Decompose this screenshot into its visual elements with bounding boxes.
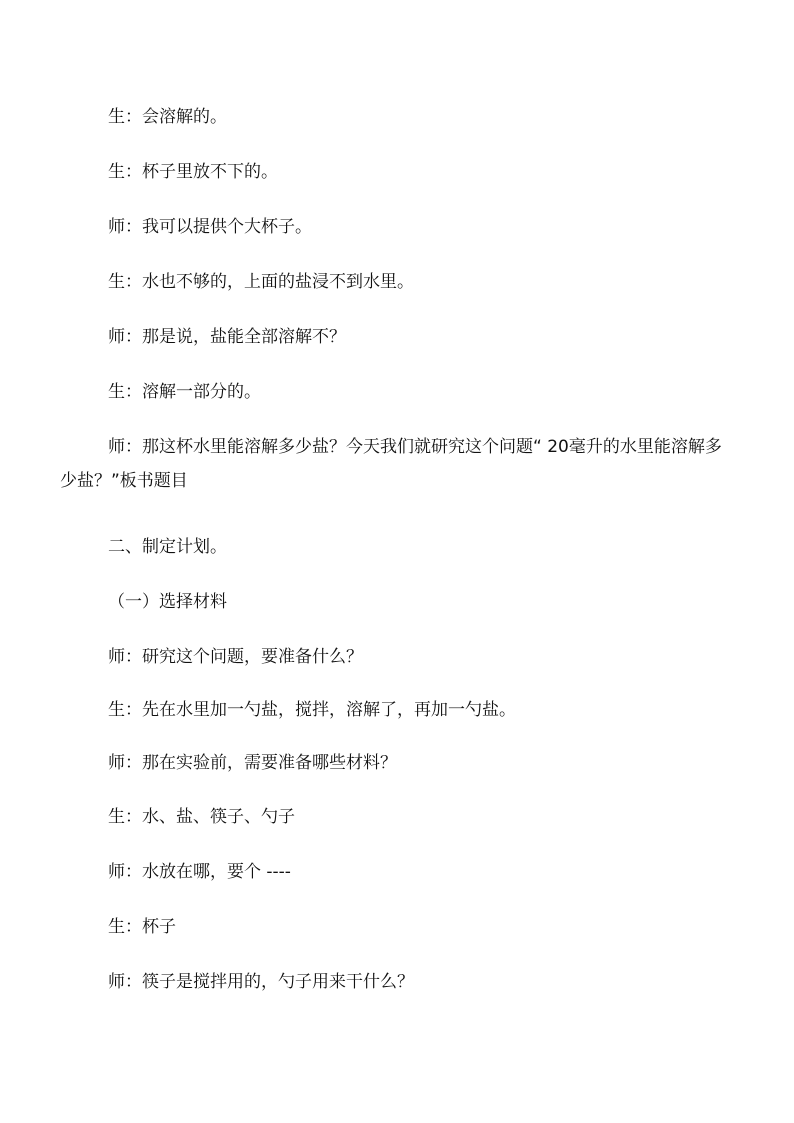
paragraph-1: 生：会溶解的。: [108, 107, 227, 127]
paragraph-3: 师：我可以提供个大杯子。: [108, 217, 312, 237]
paragraph-7: 师：那这杯水里能溶解多少盐？今天我们就研究这个问题“ 20毫升的水里能溶解多少盐？”板书题目: [60, 437, 722, 491]
subsection-heading: （一）选择材料: [108, 592, 227, 612]
paragraph-2: 生：杯子里放不下的。: [108, 162, 278, 182]
paragraph-15: 生：杯子: [108, 917, 176, 937]
paragraph-5: 师：那是说，盐能全部溶解不？: [108, 327, 346, 347]
paragraph-14: 师：水放在哪，要个 ----: [108, 862, 291, 882]
section-heading: 二、制定计划。: [108, 537, 227, 557]
paragraph-13: 生：水、盐、筷子、勺子: [108, 807, 295, 827]
paragraph-11: 生：先在水里加一勺盐，搅拌，溶解了，再加一勺盐。: [108, 700, 516, 720]
paragraph-4: 生：水也不够的，上面的盐浸不到水里。: [108, 272, 414, 292]
paragraph-6: 生：溶解一部分的。: [108, 382, 261, 402]
paragraph-12: 师：那在实验前，需要准备哪些材料？: [108, 753, 397, 773]
paragraph-10: 师：研究这个问题，要准备什么？: [108, 647, 363, 667]
paragraph-16: 师：筷子是搅拌用的，勺子用来干什么？: [108, 972, 414, 992]
